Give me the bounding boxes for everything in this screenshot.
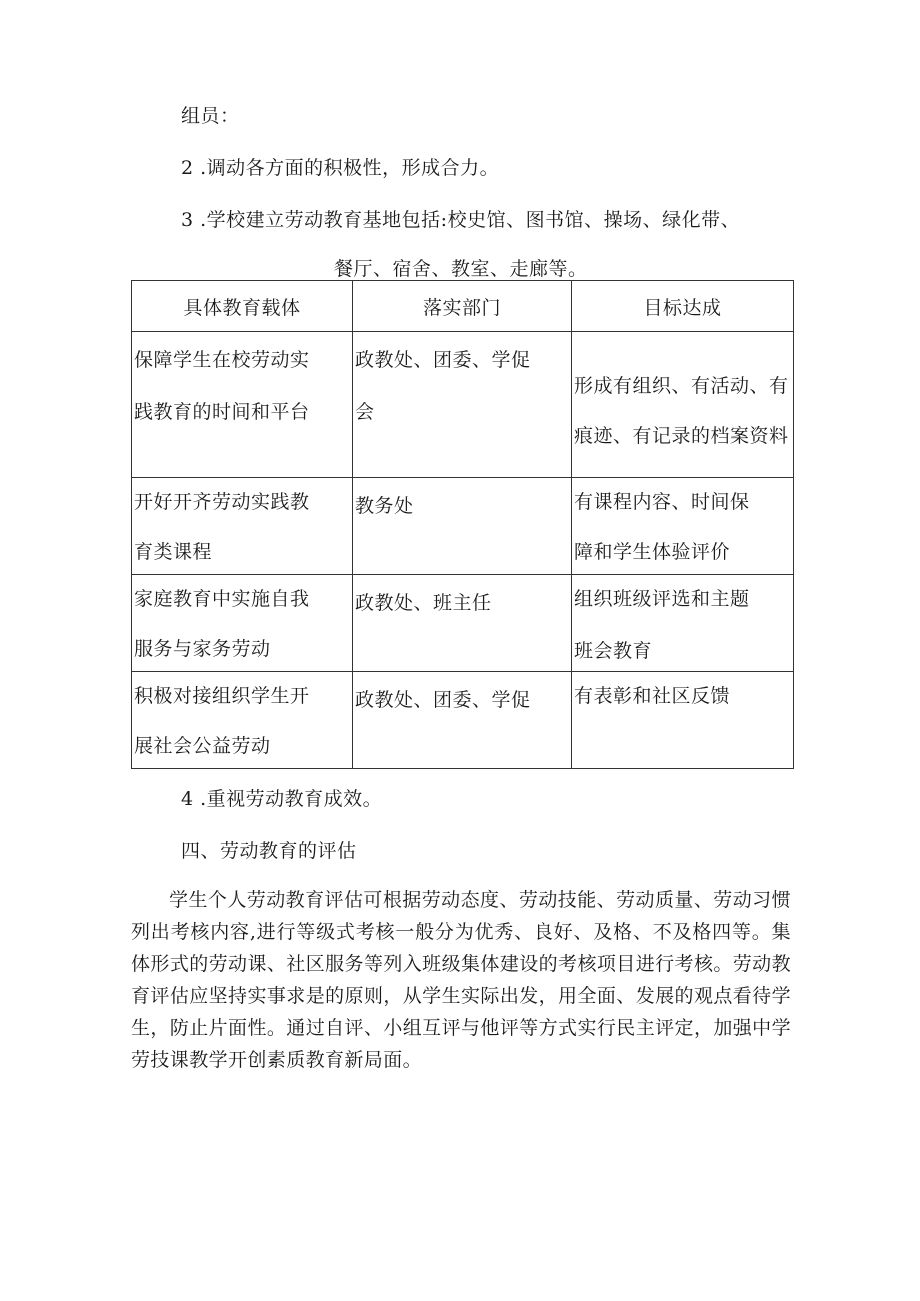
- cell-line: 家庭教育中实施自我: [134, 588, 310, 610]
- department-cell: [353, 672, 572, 769]
- cell-line: 积极对接组织学生开: [134, 685, 310, 707]
- cell-line: 育类课程: [134, 541, 213, 563]
- cell-line: 政教处、团委、学促: [355, 689, 531, 711]
- members-label: 组员：: [181, 105, 240, 127]
- cell-line: 痕迹、有记录的档案资料: [574, 425, 789, 447]
- header-target: 目标达成: [572, 281, 794, 332]
- header-department: 落实部门: [353, 281, 572, 332]
- item-3-continued: 餐厅、宿舍、教室、走廊等。: [334, 258, 588, 280]
- carrier-cell: [132, 478, 353, 575]
- carrier-cell: [132, 575, 353, 672]
- cell-line: 班会教育: [574, 640, 653, 662]
- target-cell: [572, 672, 794, 769]
- education-carrier-table: [131, 280, 794, 769]
- paragraph-text: 学生个人劳动教育评估可根据劳动态度、劳动技能、劳动质量、劳动习惯列出考核内容,进行等级式考核一般分为优秀、良好、及格、不及格四等。集体形式的劳动课、社区服务等列入班级集体建设的考核项目进行考核。劳动教育评估应坚持实事求是的原则，从学生实际出发，用全面、发展的观点看待学生，防止片面性。通过自评、小组互评与他评等方式实行民主评定，加强中学劳技课教学开创素质教育新局面。: [131, 889, 791, 1071]
- cell-line: 服务与家务劳动: [134, 638, 271, 660]
- table-row: [132, 672, 794, 769]
- target-cell: [572, 332, 794, 478]
- cell-line: 有课程内容、时间保: [574, 491, 750, 513]
- header-carrier: 具体教育载体: [132, 281, 353, 332]
- cell-line: 教务处: [355, 495, 414, 517]
- department-cell: [353, 575, 572, 672]
- table-row: [132, 332, 794, 478]
- table-row: [132, 575, 794, 672]
- section-heading: 四、劳动教育的评估: [181, 840, 357, 862]
- cell-line: 开好开齐劳动实践教: [134, 491, 310, 513]
- assessment-paragraph: [131, 884, 791, 1076]
- table-row: [132, 478, 794, 575]
- cell-line: 组织班级评选和主题: [574, 588, 750, 610]
- cell-line: 展社会公益劳动: [134, 735, 271, 757]
- cell-line: 保障学生在校劳动实: [134, 349, 310, 371]
- item-4: 4 .重视劳动教育成效。: [181, 788, 383, 810]
- cell-line: 政教处、班主任: [355, 592, 492, 614]
- department-cell: [353, 478, 572, 575]
- table-header-row: [132, 281, 794, 332]
- carrier-cell: [132, 672, 353, 769]
- cell-line: 践教育的时间和平台: [134, 401, 310, 423]
- target-cell: [572, 575, 794, 672]
- cell-line: 有表彰和社区反馈: [574, 685, 731, 707]
- item-2: 2 .调动各方面的积极性，形成合力。: [181, 157, 500, 179]
- carrier-cell: [132, 332, 353, 478]
- cell-line: 形成有组织、有活动、有: [574, 375, 789, 397]
- department-cell: [353, 332, 572, 478]
- target-cell: [572, 478, 794, 575]
- cell-line: 政教处、团委、学促: [355, 349, 531, 371]
- cell-line: 会: [355, 401, 375, 423]
- cell-line: 障和学生体验评价: [574, 541, 731, 563]
- item-3: 3 .学校建立劳动教育基地包括:校史馆、图书馆、操场、绿化带、: [181, 209, 741, 231]
